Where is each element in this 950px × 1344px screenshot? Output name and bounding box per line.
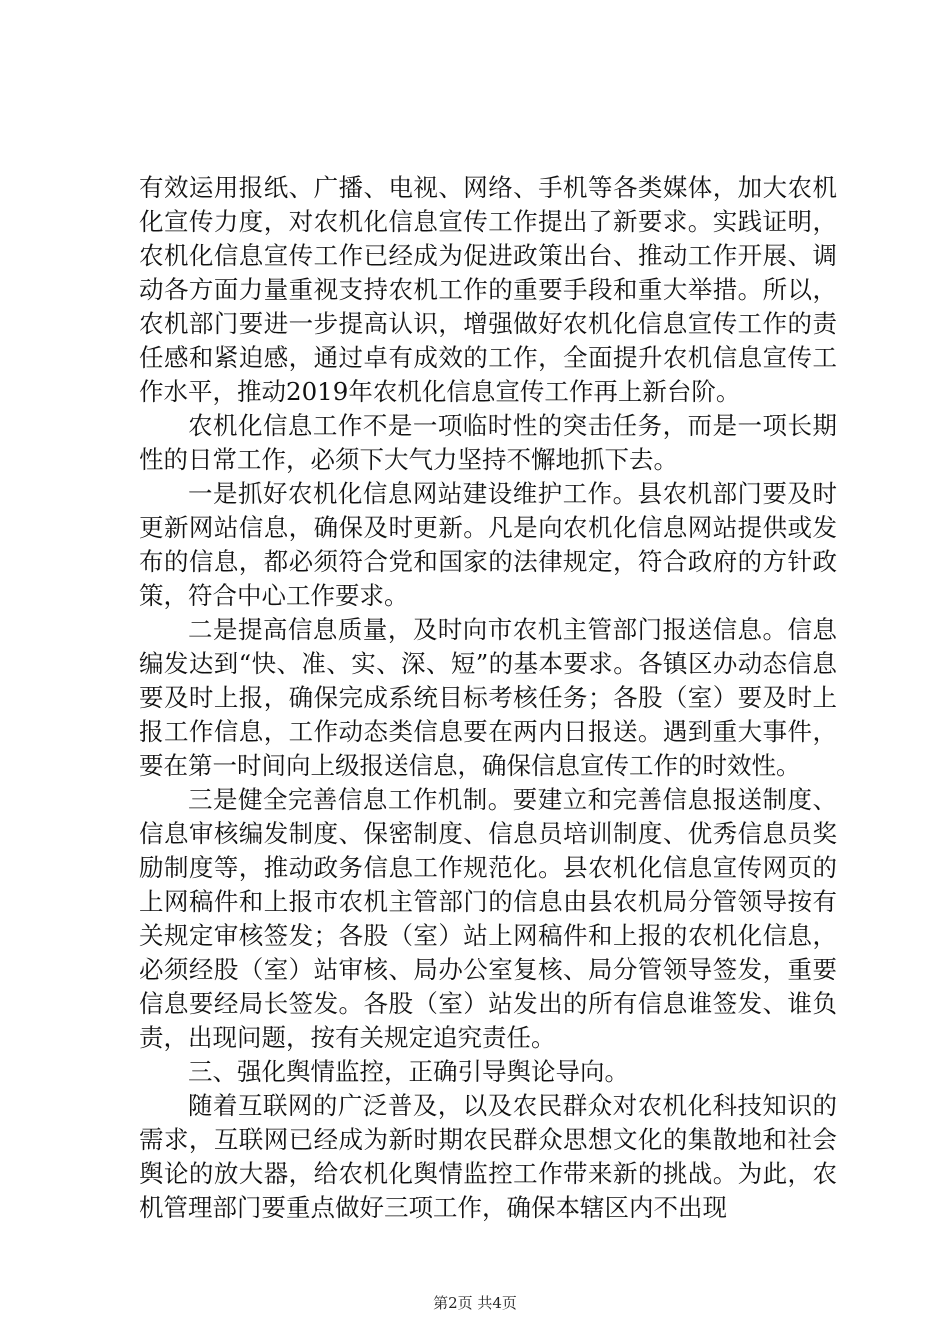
section-heading: 三、强化舆情监控，正确引导舆论导向。 <box>188 1057 629 1086</box>
paragraph-2: 农机化信息工作不是一项临时性的突击任务，而是一项长期性的日常工作，必须下大气力坚持不懈地抓下去。 <box>139 411 837 474</box>
document-body <box>139 171 837 1225</box>
paragraph-3: 一是抓好农机化信息网站建设维护工作。县农机部门要及时更新网站信息，确保及时更新。凡是向农机化信息网站提供或发布的信息，都必须符合党和国家的法律规定，符合政府的方针政策，符合中心工作要求。 <box>139 479 837 610</box>
paragraph-4: 二是提高信息质量，及时向市农机主管部门报送信息。信息编发达到“快、准、实、深、短”的基本要求。各镇区办动态信息要及时上报，确保完成系统目标考核任务；各股（室）要及时上报工作信息，工作动态类信息要在两内日报送。遇到重大事件，要在第一时间向上级报送信息，确保信息宣传工作的时效性。 <box>139 615 837 780</box>
paragraph-7: 随着互联网的广泛普及，以及农民群众对农机化科技知识的需求，互联网已经成为新时期农民群众思想文化的集散地和社会舆论的放大器，给农机化舆情监控工作带来新的挑战。为此，农机管理部门要重点做好三项工作，确保本辖区内不出现 <box>139 1091 837 1222</box>
paragraph-5: 三是健全完善信息工作机制。要建立和完善信息报送制度、信息审核编发制度、保密制度、信息员培训制度、优秀信息员奖励制度等，推动政务信息工作规范化。县农机化信息宣传网页的上网稿件和上报市农机主管部门的信息由县农机局分管领导按有关规定审核签发；各股（室）站上网稿件和上报的农机化信息，必须经股（室）站审核、局办公室复核、局分管领导签发，重要信息要经局长签发。各股（室）站发出的所有信息谁签发、谁负责，出现问题，按有关规定追究责任。 <box>139 785 837 1052</box>
paragraph-1: 有效运用报纸、广播、电视、网络、手机等各类媒体，加大农机化宣传力度，对农机化信息宣传工作提出了新要求。实践证明，农机化信息宣传工作已经成为促进政策出台、推动工作开展、调动各方面力量重视支持农机工作的重要手段和重大举措。所以，农机部门要进一步提高认识，增强做好农机化信息宣传工作的责任感和紧迫感，通过卓有成效的工作，全面提升农机信息宣传工作水平，推动2019年农机化信息宣传工作再上新台阶。 <box>139 173 837 406</box>
page-footer: 第2页 共4页 <box>433 1294 517 1312</box>
